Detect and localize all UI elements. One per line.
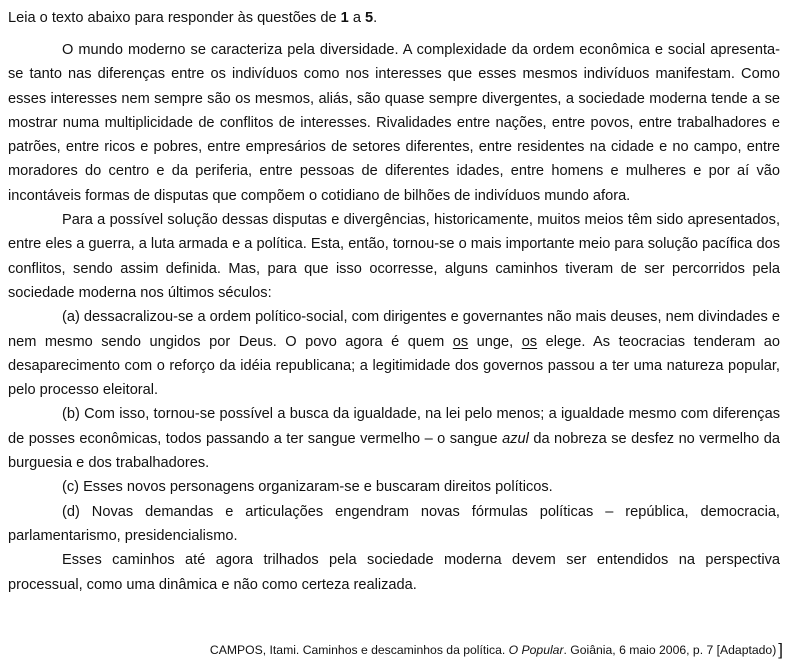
item-c: (c) Esses novos personagens organizaram-se e buscaram direitos políticos. xyxy=(62,479,553,496)
instruction-connector: a xyxy=(348,10,366,26)
item-a-text-mid: unge, xyxy=(468,333,522,350)
article-text xyxy=(8,38,780,597)
underlined-os-2: os xyxy=(521,333,538,350)
item-a xyxy=(8,305,780,402)
paragraph-2: Para a possível solução dessas disputas e divergências, historicamente, muitos meios têm sido apresentados, entre eles a guerra, a luta armada e a política. Esta, então, tornou-se o mais importante meio para solução pacífica dos conflitos, sendo assim definida. Mas, para que isso ocorresse, alguns caminhos tiveram de ser percorridos pela sociedade moderna nos últimos séculos: xyxy=(8,212,780,301)
italic-azul: azul xyxy=(502,430,529,447)
item-a-text: (a) dessacralizou-se a ordem político-social, com dirigentes e governantes não mais deuses, nem divindades e nem mesmo sendo ungidos por Deus. O povo agora é quem xyxy=(8,309,780,350)
citation xyxy=(210,642,783,658)
item-a-text-end: elege. As teocracias tenderam ao desaparecimento com o reforço da idéia republicana; a legitimidade dos governos passou a ter uma natureza popular, pelo processo eleitoral. xyxy=(8,333,780,399)
instruction-line xyxy=(8,9,377,27)
question-end-number: 5 xyxy=(365,10,374,26)
citation-bracket: ] xyxy=(778,640,783,659)
item-b-text: (b) Com isso, tornou-se possível a busca da igualdade, na lei pelo menos; a igualdade mesmo com diferenças de posses econômicas, todos passando a ter sangue vermelho – o sangue xyxy=(8,406,780,447)
paragraph-3: Esses caminhos até agora trilhados pela sociedade moderna devem ser entendidos na perspectiva processual, como uma dinâmica e não como certeza realizada. xyxy=(8,552,780,593)
question-start-number: 1 xyxy=(340,10,349,26)
paragraph-1: O mundo moderno se caracteriza pela diversidade. A complexidade da ordem econômica e social apresenta-se tanto nas diferenças entre os indivíduos como nos interesses que esses mesmos indivíduos manifestam. Como esses interesses nem sempre são os mesmos, aliás, são quase sempre divergentes, a sociedade moderna tende a se mostrar numa multiplicidade de conflitos de interesses. Rivalidades entre nações, entre povos, entre trabalhadores e patrões, entre ricos e pobres, entre empresários de setores diferentes, entre residentes na cidade e no campo, entre moradores do centro e da periferia, entre pessoas de diferentes idades, entre homens e mulheres e por aí vão incontáveis formas de disputas que compõem o cotidiano de bilhões de indivíduos mundo afora. xyxy=(8,42,780,204)
underlined-os-1: os xyxy=(452,333,469,350)
item-d: (d) Novas demandas e articulações engendram novas fórmulas políticas – república, democracia, parlamentarismo, presidencialismo. xyxy=(8,503,780,544)
citation-author: CAMPOS, Itami. Caminhos e descaminhos da política. xyxy=(209,643,509,657)
item-b-text-end: da nobreza se desfez no vermelho da burguesia e dos trabalhadores. xyxy=(8,430,780,472)
item-b xyxy=(8,402,780,475)
instruction-text: Leia o texto abaixo para responder às questões de xyxy=(8,10,341,26)
instruction-period: . xyxy=(373,10,378,26)
citation-source: O Popular xyxy=(508,643,564,657)
citation-details: . Goiânia, 6 maio 2006, p. 7 [Adaptado) xyxy=(563,643,777,657)
